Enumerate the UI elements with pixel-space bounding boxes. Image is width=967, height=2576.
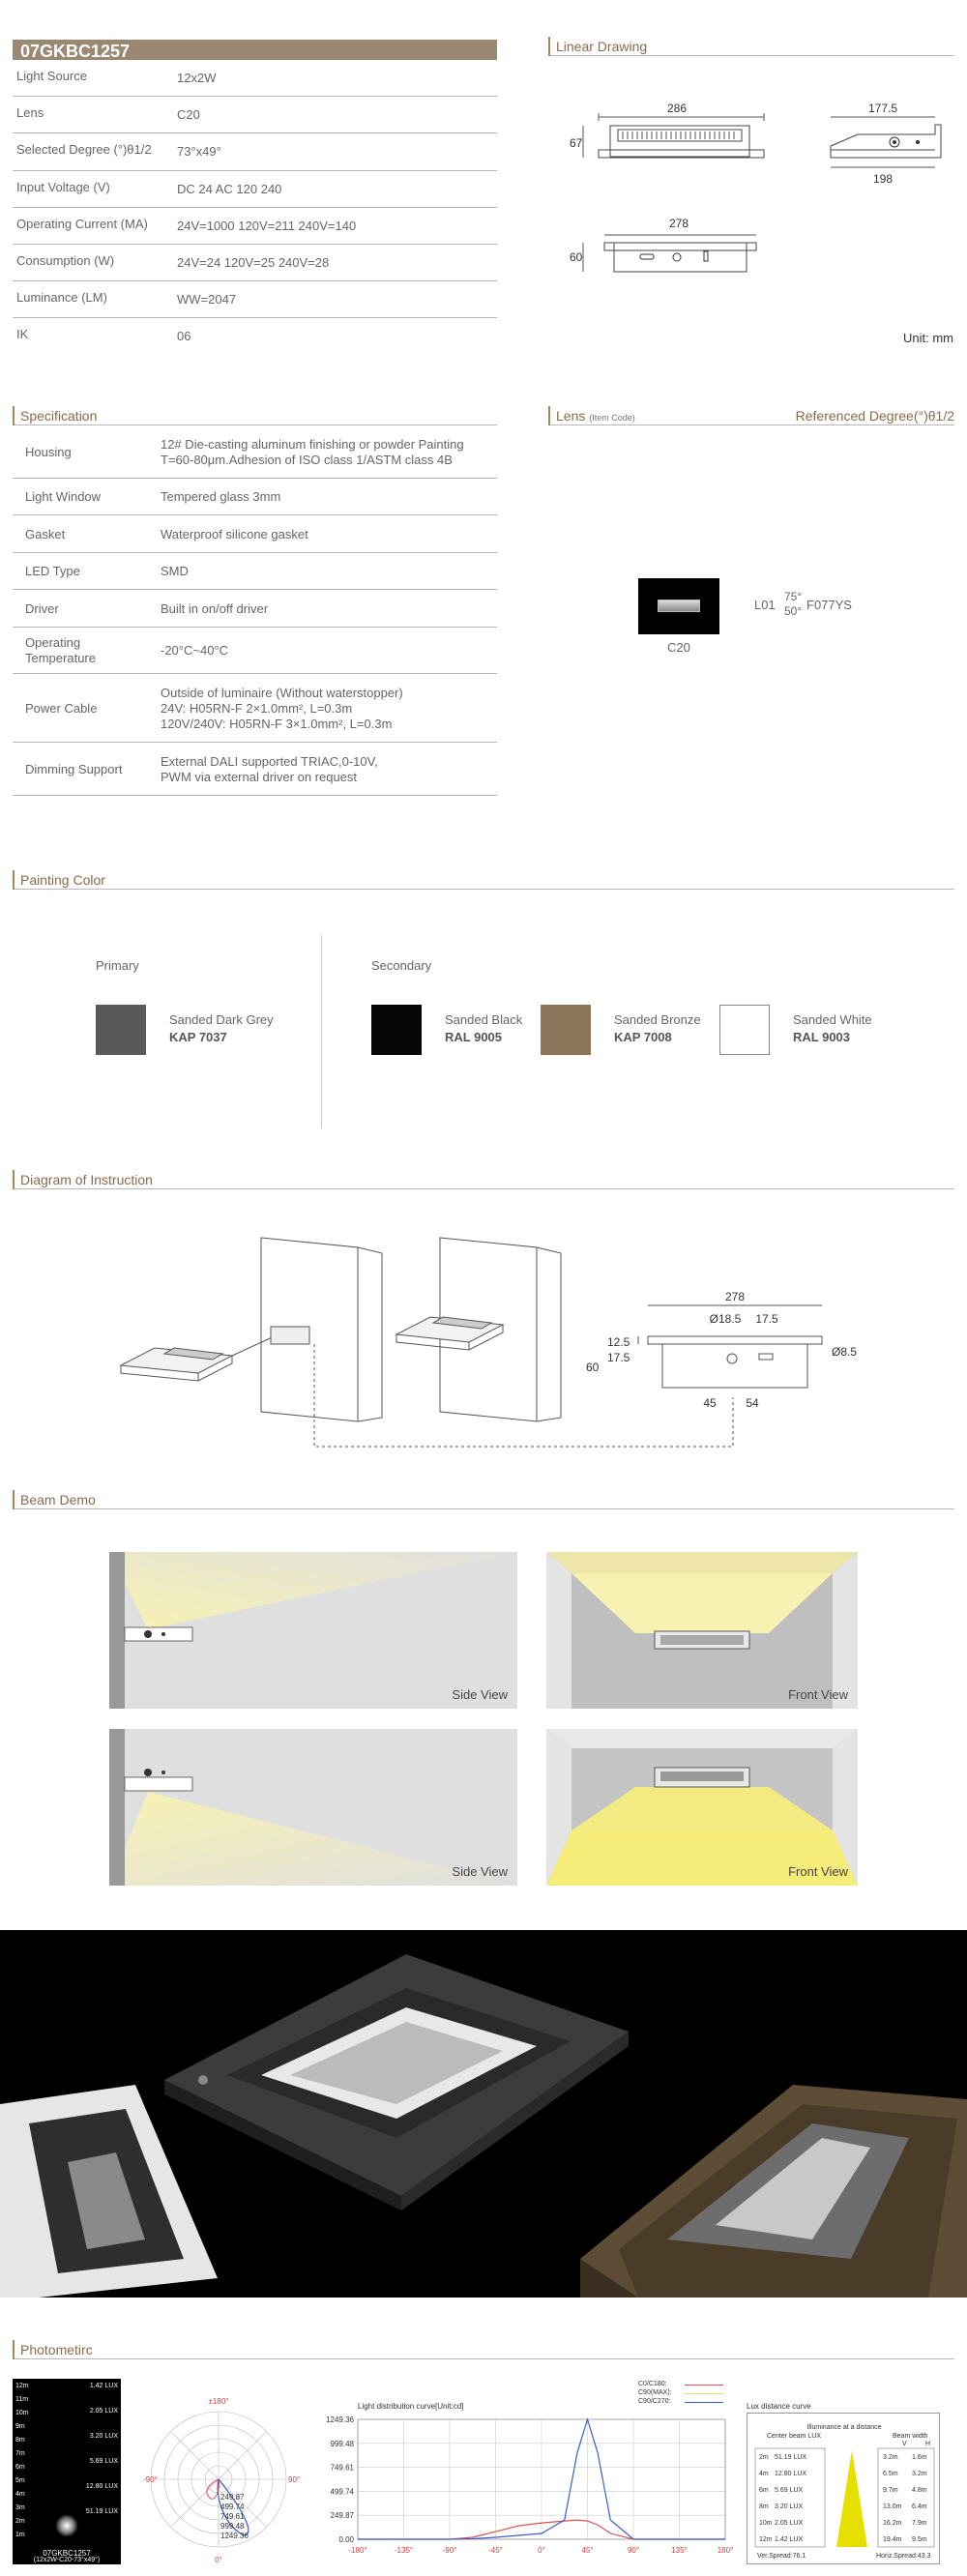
spec-key: Input Voltage (V)	[16, 179, 110, 194]
spec-value: DC 24 AC 120 240	[177, 181, 282, 196]
y-tick-label: 999.48	[330, 2439, 354, 2448]
specification-value-line: External DALI supported TRIAC,0-10V,	[161, 753, 378, 769]
spec-row	[13, 245, 497, 281]
color-code: RAL 9005	[445, 1030, 503, 1044]
specification-value-line: 120V/240V: H05RN-F 3×1.0mm², L=0.3m	[161, 716, 393, 731]
side-view-label-2: Side View	[452, 1864, 508, 1879]
lux-title: Lux distance curve	[747, 2402, 811, 2411]
lens-header	[548, 406, 954, 425]
specification-value	[161, 686, 403, 732]
specification-value	[161, 437, 464, 468]
spec-row	[13, 171, 497, 208]
linear-drawing	[548, 92, 954, 285]
lux-cell-dist: 2m	[759, 2454, 769, 2461]
lux-cell-lux: 12.80 LUX	[775, 2471, 807, 2477]
polar-value-3: 749.61	[220, 2512, 245, 2521]
y-tick-label: 249.87	[330, 2511, 354, 2521]
painting-color-header: Painting Color	[13, 870, 954, 890]
spec-row	[13, 281, 497, 318]
polar-top-label: ±180°	[208, 2397, 229, 2406]
beam-front-view-up	[546, 1552, 858, 1709]
lux-cell-lux: 1.42 LUX	[775, 2536, 804, 2543]
iso-lux-label: 3.20 LUX	[89, 2433, 118, 2440]
lux-cell-h: 4.8m	[912, 2487, 927, 2494]
lux-cell-h: 7.9m	[912, 2520, 927, 2527]
instruction-dimensions	[586, 1290, 857, 1410]
iso-height-label: 9m	[15, 2423, 25, 2430]
specification-value	[161, 754, 378, 785]
specification-key-line: Temperature	[25, 651, 96, 665]
iso-height-label: 8m	[15, 2437, 25, 2444]
specification-key: Driver	[25, 600, 59, 616]
spec-row	[13, 318, 497, 355]
x-tick-label: -135°	[394, 2546, 414, 2555]
iso-lux-label: 2.05 LUX	[89, 2408, 118, 2415]
color-swatch	[719, 1005, 770, 1055]
color-label: Sanded Dark Grey	[169, 1012, 274, 1027]
lux-cell-v: 16.2m	[883, 2520, 902, 2527]
color-code: RAL 9003	[793, 1030, 851, 1044]
instr-dim-width: 278	[724, 1290, 746, 1303]
specification-row	[13, 628, 497, 674]
lux-cell-dist: 10m	[759, 2520, 773, 2527]
instr-dim-hole: Ø18.5	[709, 1312, 742, 1326]
specification-value-line: 12# Die-casting aluminum finishing or powder Painting	[161, 436, 464, 452]
instr-dim-b1: 45	[703, 1396, 717, 1410]
lux-cell-dist: 8m	[759, 2503, 769, 2510]
legend-swatch	[685, 2402, 723, 2403]
instr-dim-h2: 17.5	[607, 1351, 630, 1364]
spec-key: Luminance (LM)	[16, 290, 107, 306]
specification-header: Specification	[13, 406, 497, 425]
dim-bottom-height: 60	[570, 250, 583, 264]
specification-value	[161, 601, 268, 617]
lux-cell-v: 13.0m	[883, 2503, 902, 2510]
x-tick-label: 0°	[538, 2546, 545, 2555]
specification-key-line: Operating	[25, 635, 81, 650]
lens-subtitle: (Item Code)	[589, 413, 635, 423]
iso-caption-a: 07GKBC1257	[43, 2549, 91, 2558]
specification-key: Light Window	[25, 489, 102, 504]
lux-cell-v: 3.2m	[883, 2454, 898, 2461]
x-tick-label: -45°	[488, 2546, 503, 2555]
front-view-label-1: Front View	[788, 1687, 848, 1702]
legend-label: C90/C270:	[638, 2398, 671, 2405]
spec-row	[13, 133, 497, 170]
lux-cell-h: 3.2m	[912, 2471, 927, 2477]
lux-cell-lux: 3.20 LUX	[775, 2503, 804, 2510]
lux-cell-dist: 4m	[759, 2471, 769, 2477]
spec-value: 06	[177, 329, 191, 344]
iso-height-label: 4m	[15, 2491, 25, 2498]
lens-code-suffix: F077YS	[806, 598, 852, 612]
iso-height-label: 12m	[15, 2383, 29, 2389]
specification-value-line: Built in on/off driver	[161, 600, 269, 616]
y-tick-label: 0.00	[338, 2535, 354, 2544]
iso-height-label: 6m	[15, 2464, 25, 2471]
lens-image	[638, 578, 719, 634]
photometric-header: Photometirc	[13, 2340, 954, 2359]
spec-value: WW=2047	[177, 292, 237, 307]
lux-cell-h: 9.5m	[912, 2536, 927, 2543]
polar-value-5: 1249.36	[220, 2532, 249, 2540]
iso-height-label: 7m	[15, 2450, 25, 2457]
lux-cell-v: 6.5m	[883, 2471, 898, 2477]
dim-side-depth: 198	[872, 172, 894, 186]
specification-value-line: T=60-80μm.Adhesion of ISO class 1/ASTM class 4B	[161, 452, 453, 467]
iso-lux-label: 5.69 LUX	[89, 2458, 118, 2465]
color-name	[614, 1011, 701, 1046]
polar-left-label: -90°	[143, 2475, 158, 2484]
dim-top-width: 286	[666, 102, 688, 115]
specification-value-line: PWM via external driver on request	[161, 769, 358, 784]
instr-dim-h: 60	[586, 1361, 600, 1374]
specification-row	[13, 479, 497, 515]
instruction-diagram	[106, 1228, 870, 1460]
spec-value: 24V=1000 120V=211 240V=140	[177, 218, 357, 233]
lux-header-b: Center beam LUX	[767, 2433, 822, 2440]
lux-distance-table	[747, 2413, 940, 2564]
lux-cell-dist: 12m	[759, 2536, 773, 2543]
specification-key: Dimming Support	[25, 761, 123, 776]
beam-demo-header: Beam Demo	[13, 1490, 954, 1509]
lux-cell-h: 6.4m	[912, 2503, 927, 2510]
iso-height-label: 11m	[15, 2396, 29, 2403]
beam-side-view-down	[109, 1729, 517, 1886]
front-view-label-2: Front View	[788, 1864, 848, 1879]
spec-key: Consumption (W)	[16, 253, 115, 268]
x-tick-label: 180°	[717, 2546, 734, 2555]
x-tick-label: -90°	[442, 2546, 457, 2555]
legend-label: C90(MAX):	[638, 2389, 672, 2396]
dim-bottom-width: 278	[668, 217, 689, 230]
lux-header-c: Beam width	[893, 2433, 928, 2440]
legend-swatch	[685, 2385, 723, 2386]
secondary-label: Secondary	[371, 958, 432, 973]
spec-key: IK	[16, 327, 29, 342]
iso-height-label: 5m	[15, 2477, 25, 2484]
specification-row	[13, 743, 497, 796]
lux-header-v: V	[902, 2441, 907, 2447]
specification-row	[13, 553, 497, 590]
polar-diagram	[141, 2390, 315, 2564]
lens-item-label: C20	[667, 640, 690, 655]
light-distribution-chart	[319, 2412, 735, 2559]
specification-value-line: 24V: H05RN-F 2×1.0mm², L=0.3m	[161, 700, 353, 716]
iso-height-label: 10m	[15, 2410, 29, 2416]
side-view-label-1: Side View	[452, 1687, 508, 1702]
instr-dim-h1: 12.5	[607, 1335, 630, 1349]
instr-dim-d2: Ø8.5	[832, 1345, 858, 1359]
specification-key: LED Type	[25, 564, 80, 578]
spec-row	[13, 208, 497, 245]
specification-value-line: Tempered glass 3mm	[161, 489, 281, 504]
iso-lux-label: 12.80 LUX	[85, 2483, 118, 2490]
specification-value	[161, 643, 228, 659]
iso-lux-label: 51.19 LUX	[85, 2508, 118, 2515]
product-code-title: 07GKBC1257	[13, 40, 497, 60]
color-swatch	[541, 1005, 591, 1055]
curve-title: Light distribution curve[Unit:cd]	[358, 2402, 464, 2411]
linear-drawing-header: Linear Drawing	[548, 37, 954, 56]
polar-value-1: 249.87	[220, 2493, 245, 2502]
y-tick-label: 749.61	[330, 2463, 354, 2473]
specification-value	[161, 564, 189, 579]
isolux-diagram	[13, 2379, 121, 2564]
spec-key: Selected Degree (°)θ1/2	[16, 142, 152, 158]
specification-table	[13, 425, 497, 807]
dim-side-width: 177.5	[867, 102, 898, 115]
spec-value: 73°x49°	[177, 144, 221, 160]
iso-caption-b: (12x2W-C20-73°x49°)	[33, 2557, 101, 2563]
color-name	[445, 1011, 522, 1046]
legend-swatch	[685, 2393, 723, 2394]
iso-height-label: 1m	[15, 2532, 25, 2538]
lux-cell-v: 19.4m	[883, 2536, 902, 2543]
instr-dim-d1: 17.5	[755, 1312, 778, 1326]
spec-key: Lens	[16, 105, 44, 121]
ver-spread: Ver.Spread:76.1	[757, 2553, 806, 2560]
lux-header-a: Illuminance at a distance	[806, 2424, 882, 2431]
lux-cell-v: 9.7m	[883, 2487, 898, 2494]
legend-label: C0/C180:	[638, 2381, 667, 2387]
specification-key: Power Cable	[25, 700, 98, 716]
lux-cell-dist: 6m	[759, 2487, 769, 2494]
polar-value-2: 499.74	[220, 2503, 245, 2511]
y-tick-label: 1249.36	[326, 2415, 354, 2424]
color-label: Sanded White	[793, 1012, 872, 1027]
hor-spread: Horiz.Spread:43.3	[876, 2553, 931, 2560]
spec-row	[13, 60, 497, 97]
instruction-header: Diagram of Instruction	[13, 1170, 954, 1189]
specification-key: Housing	[25, 444, 72, 459]
beam-front-view-down	[546, 1729, 858, 1886]
lens-degree-b: 50°	[784, 604, 803, 618]
polar-bottom-label: 0°	[215, 2556, 222, 2564]
iso-lux-label: 1.42 LUX	[89, 2383, 118, 2389]
color-name	[793, 1011, 872, 1046]
x-tick-label: -180°	[348, 2546, 367, 2555]
color-name	[169, 1011, 274, 1046]
spec-value: 12x2W	[177, 71, 217, 85]
specification-value-line: Waterproof silicone gasket	[161, 526, 308, 542]
lens-code-prefix: L01	[754, 598, 776, 612]
specs-top-table	[13, 60, 497, 355]
spec-key: Operating Current (MA)	[16, 216, 148, 231]
product-photo	[0, 1930, 967, 2298]
lux-cell-lux: 2.05 LUX	[775, 2520, 804, 2527]
spec-value: C20	[177, 107, 200, 123]
lux-header-h: H	[925, 2441, 931, 2447]
color-label: Sanded Black	[445, 1012, 523, 1027]
spec-key: Light Source	[16, 69, 87, 83]
lens-degree-a: 75°	[784, 590, 803, 603]
color-swatch	[371, 1005, 422, 1055]
specification-value-line: Outside of luminaire (Without waterstopper)	[161, 685, 403, 700]
instr-dim-b2: 54	[746, 1396, 759, 1410]
unit-label: Unit: mm	[903, 331, 953, 345]
specification-row	[13, 425, 497, 479]
specification-row	[13, 590, 497, 628]
polar-right-label: 90°	[288, 2475, 301, 2484]
specification-value	[161, 527, 308, 542]
spec-row	[13, 97, 497, 133]
lens-title: Lens	[556, 408, 586, 424]
specification-key: Gasket	[25, 526, 66, 542]
specification-value-line: SMD	[161, 564, 189, 578]
x-tick-label: 135°	[671, 2546, 688, 2555]
lux-cell-h: 1.6m	[912, 2454, 927, 2461]
lux-cell-lux: 5.69 LUX	[775, 2487, 804, 2494]
specification-key	[25, 635, 96, 666]
iso-height-label: 3m	[15, 2504, 25, 2511]
color-code: KAP 7008	[614, 1030, 672, 1044]
iso-height-label: 2m	[15, 2518, 25, 2525]
beam-side-view-up	[109, 1552, 517, 1709]
color-swatch	[96, 1005, 146, 1055]
polar-value-4: 999.48	[220, 2522, 245, 2531]
specification-value	[161, 489, 280, 505]
lens-referenced-degree: Referenced Degree(°)θ1/2	[795, 408, 954, 424]
color-code: KAP 7037	[169, 1030, 227, 1044]
specification-row	[13, 674, 497, 743]
x-tick-label: 45°	[581, 2546, 594, 2555]
lux-cell-lux: 51.19 LUX	[775, 2454, 807, 2461]
spec-value: 24V=24 120V=25 240V=28	[177, 255, 330, 270]
curve-legend	[580, 2381, 735, 2410]
dim-height-left: 67	[570, 136, 583, 150]
specification-row	[13, 515, 497, 553]
y-tick-label: 499.74	[330, 2487, 354, 2497]
primary-label: Primary	[96, 958, 139, 973]
specification-value-line: -20°C~40°C	[161, 643, 229, 658]
x-tick-label: 90°	[627, 2546, 640, 2555]
color-divider	[321, 935, 322, 1128]
color-label: Sanded Bronze	[614, 1012, 701, 1027]
